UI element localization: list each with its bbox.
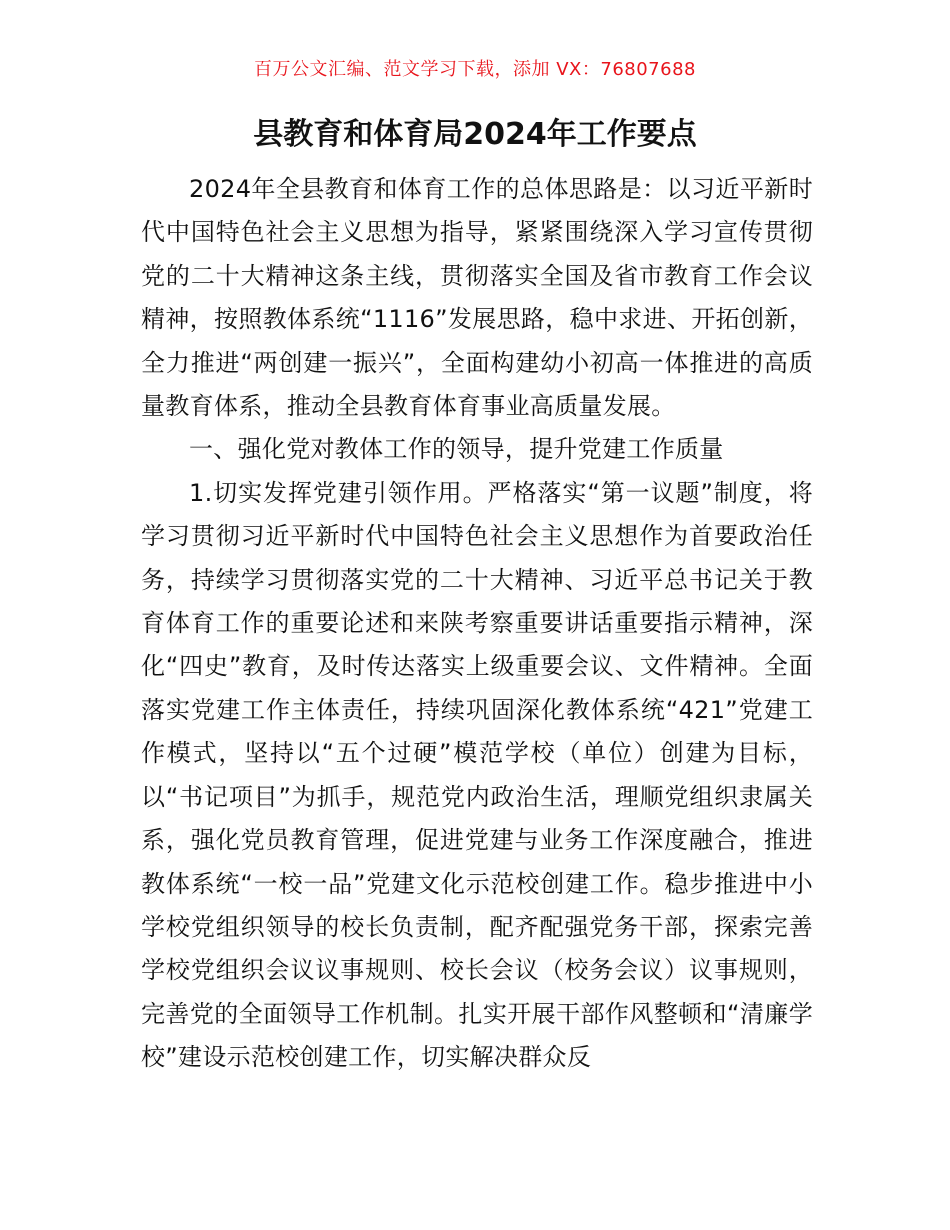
body-paragraph: 1.切实发挥党建引领作用。严格落实“第一议题”制度，将学习贯彻习近平新时代中国特色社会主义思想作为首要政治任务，持续学习贯彻落实党的二十大精神、习近平总书记关于教育体育工作的重要论述和来陕考察重要讲话重要指示精神，深化“四史”教育，及时传达落实上级重要会议、文件精神。全面落实党建工作主体责任，持续巩固深化教体系统“421”党建工作模式，坚持以“五个过硬”模范学校（单位）创建为目标，以“书记项目”为抓手，规范党内政治生活，理顺党组织隶属关系，强化党员教育管理，促进党建与业务工作深度融合，推进教体系统“一校一品”党建文化示范校创建工作。稳步推进中小学校党组织领导的校长负责制，配齐配强党务干部，探索完善学校党组织会议议事规则、校长会议（校务会议）议事规则，完善党的全面领导工作机制。扎实开展干部作风整顿和“清廉学校”建设示范校创建工作，切实解决群众反 [141,478,813,1072]
watermark-banner: 百万公文汇编、范文学习下载，添加 VX：76807688 [254,59,696,80]
document-body [141,168,813,1080]
intro-paragraph: 2024年全县教育和体育工作的总体思路是：以习近平新时代中国特色社会主义思想为指导，紧紧围绕深入学习宣传贯彻党的二十大精神这条主线，贯彻落实全国及省市教育工作会议精神，按照教体系统“1116”发展思路，稳中求进、开拓创新，全力推进“两创建一振兴”，全面构建幼小初高一体推进的高质量教育体系，推动全县教育体育事业高质量发展。 [141,175,813,421]
section-heading: 一、强化党对教体工作的领导，提升党建工作质量 [189,435,724,464]
document-title: 县教育和体育局2024年工作要点 [253,117,697,152]
